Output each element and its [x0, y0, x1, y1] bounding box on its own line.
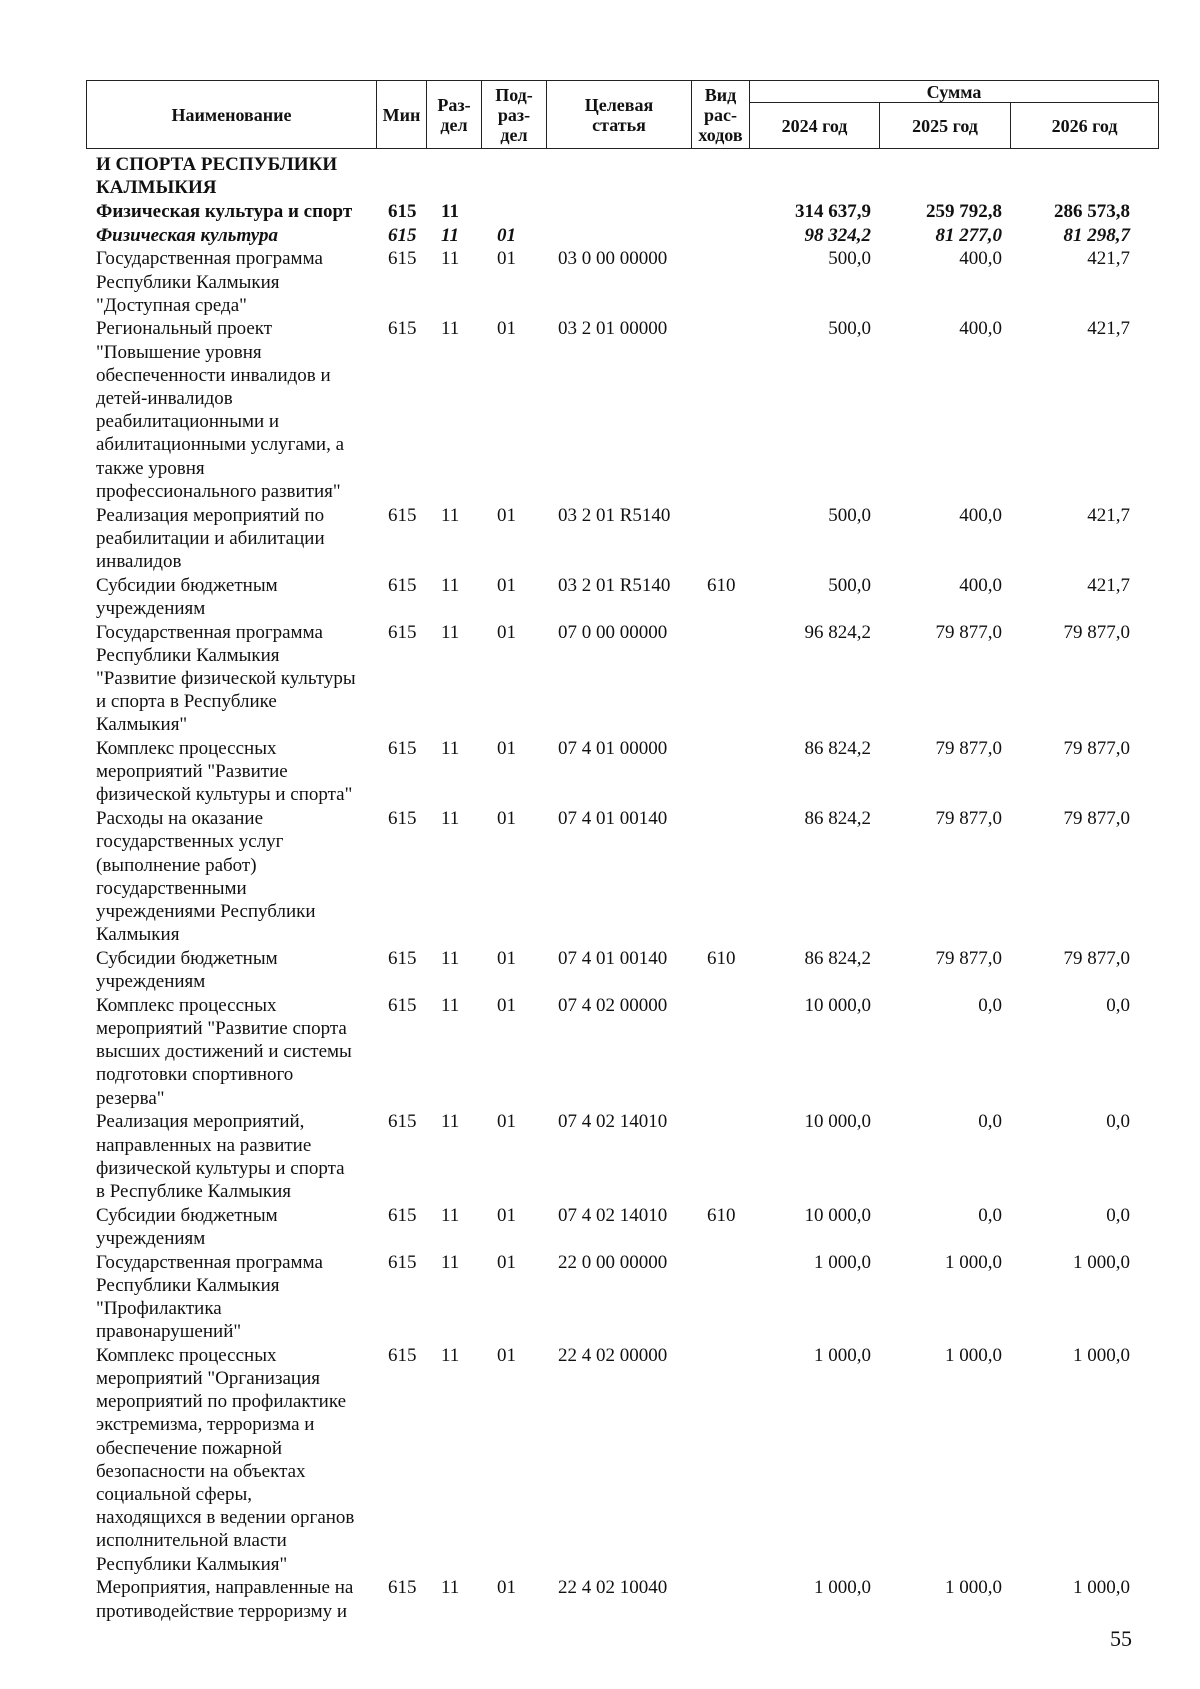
row-razdel: 11	[441, 318, 460, 340]
header-celevaya-statya	[547, 81, 692, 149]
row-name-line: направленных на развитие	[96, 1134, 312, 1156]
row-sum-2025: 0,0	[978, 1111, 1002, 1133]
row-name-line: "Развитие физической культуры	[96, 667, 356, 689]
row-name-line: правонарушений"	[96, 1321, 242, 1343]
row-podrazdel: 01	[497, 248, 516, 270]
row-min: 615	[388, 738, 417, 760]
row-sum-2026: 1 000,0	[1073, 1344, 1130, 1366]
row-name-line: и спорта в Республике	[96, 691, 277, 713]
row-sum-2025: 400,0	[959, 504, 1002, 526]
row-vid-rashodov	[691, 317, 749, 503]
row-sum-2025: 79 877,0	[935, 947, 1002, 969]
row-sum-2024: 10 000,0	[804, 1204, 871, 1226]
row-name-line: Комплекс процессных	[96, 994, 277, 1016]
row-sum-2025: 79 877,0	[935, 738, 1002, 760]
row-name-line: учреждениям	[96, 971, 206, 993]
table-row	[86, 504, 1158, 574]
row-min: 615	[388, 1251, 417, 1273]
row-sum-2026: 79 877,0	[1063, 738, 1130, 760]
row-sum-2026: 421,7	[1087, 318, 1130, 340]
row-name-line: Калмыкия	[96, 924, 180, 946]
table-row	[86, 737, 1158, 807]
row-sum-2026: 0,0	[1106, 994, 1130, 1016]
header-razdel	[427, 81, 482, 149]
row-name	[86, 504, 376, 574]
row-sum-2026: 79 877,0	[1063, 947, 1130, 969]
row-celevaya-statya: 07 4 01 00140	[558, 808, 668, 830]
row-vid-rashodov	[691, 1110, 749, 1203]
row-name-line: безопасности на объектах	[96, 1460, 306, 1482]
row-name	[86, 1251, 376, 1344]
row-min: 615	[388, 224, 417, 246]
row-name-line: Комплекс процессных	[96, 1344, 277, 1366]
row-sum-2026: 79 877,0	[1063, 621, 1130, 643]
table-row	[86, 574, 1158, 620]
row-name	[86, 947, 376, 993]
row-name-line: Республики Калмыкия	[96, 1274, 280, 1296]
row-vid-rashodov: 610	[707, 947, 736, 969]
table-row	[86, 1204, 1158, 1250]
header-vid-line: Вид	[704, 84, 737, 105]
row-name	[86, 247, 376, 317]
row-name-line: подготовки спортивного	[96, 1064, 294, 1086]
row-podrazdel: 01	[497, 947, 516, 969]
row-celevaya-statya: 07 4 02 00000	[558, 994, 668, 1016]
row-celevaya-statya: 07 4 01 00140	[558, 947, 668, 969]
row-min: 615	[388, 994, 417, 1016]
row-razdel: 11	[441, 947, 460, 969]
row-celevaya-statya: 22 4 02 10040	[558, 1577, 668, 1599]
row-sum-2025: 1 000,0	[945, 1577, 1002, 1599]
row-name-line: мероприятий по профилактике	[96, 1391, 347, 1413]
row-name	[86, 621, 376, 737]
row-celevaya-statya: 22 0 00 00000	[558, 1251, 668, 1273]
row-sum-2024: 1 000,0	[814, 1251, 871, 1273]
row-sum-2024: 86 824,2	[804, 808, 871, 830]
row-name-line: в Республике Калмыкия	[96, 1180, 292, 1202]
row-razdel: 11	[441, 200, 459, 222]
row-name-line: мероприятий "Развитие спорта	[96, 1018, 347, 1040]
row-razdel: 11	[441, 808, 460, 830]
row-podrazdel	[481, 200, 546, 223]
row-name-line: Республики Калмыкия	[96, 271, 280, 293]
row-name-line: Республики Калмыкия	[96, 644, 280, 666]
row-name	[86, 574, 376, 620]
row-min: 615	[388, 504, 417, 526]
row-sum-2025: 81 277,0	[935, 224, 1002, 246]
row-name-line: Государственная программа	[96, 621, 323, 643]
row-celevaya-statya: 03 2 01 00000	[558, 318, 668, 340]
budget-table-body	[86, 153, 1158, 1623]
row-celevaya-statya	[546, 224, 691, 247]
row-name-line: социальной сферы,	[96, 1484, 253, 1506]
header-vid-rashodov	[692, 81, 750, 149]
header-vid-line: рас-	[704, 104, 737, 125]
row-vid-rashodov	[691, 1344, 749, 1576]
table-row	[86, 994, 1158, 1110]
row-min: 615	[388, 574, 417, 596]
row-name	[86, 1204, 376, 1250]
row-sum-2026: 421,7	[1087, 248, 1130, 270]
header-celevaya-line: Целевая	[584, 94, 654, 115]
table-row	[86, 1576, 1158, 1622]
section-title-line: КАЛМЫКИЯ	[96, 177, 217, 199]
row-vid-rashodov	[691, 1576, 749, 1622]
row-sum-2025: 1 000,0	[945, 1344, 1002, 1366]
row-name	[86, 1110, 376, 1203]
row-celevaya-statya	[546, 200, 691, 223]
row-sum-2025: 79 877,0	[935, 808, 1002, 830]
header-year-2024: 2024 год	[750, 103, 880, 149]
row-name-line: противодействие терроризму и	[96, 1600, 348, 1622]
table-row	[86, 807, 1158, 946]
row-name-line: Субсидии бюджетным	[96, 1204, 278, 1226]
row-name	[86, 1576, 376, 1622]
row-min: 615	[388, 200, 417, 222]
row-sum-2026: 81 298,7	[1063, 224, 1130, 246]
row-sum-2025: 400,0	[959, 574, 1002, 596]
table-row	[86, 947, 1158, 993]
row-sum-2024: 500,0	[828, 318, 871, 340]
row-name-line: Расходы на оказание	[96, 808, 264, 830]
row-sum-2024: 314 637,9	[795, 200, 871, 222]
header-year-2025: 2025 год	[880, 103, 1011, 149]
row-name-line: исполнительной власти	[96, 1530, 287, 1552]
table-row	[86, 224, 1158, 247]
row-name-line: Физическая культура	[96, 224, 278, 246]
row-celevaya-statya: 07 0 00 00000	[558, 621, 668, 643]
row-sum-2025: 79 877,0	[935, 621, 1002, 643]
row-name-line: абилитационными услугами, а	[96, 434, 345, 456]
row-sum-2026: 421,7	[1087, 504, 1130, 526]
row-name	[86, 737, 376, 807]
row-name	[86, 1344, 376, 1576]
header-year-2026: 2026 год	[1011, 103, 1159, 149]
row-name-line: "Доступная среда"	[96, 294, 247, 316]
row-podrazdel: 01	[497, 1577, 516, 1599]
row-sum-2026: 286 573,8	[1054, 200, 1130, 222]
row-name-line: "Профилактика	[96, 1297, 222, 1319]
row-name-line: Физическая культура и спорт	[96, 200, 353, 222]
row-name-line: обеспечение пожарной	[96, 1437, 282, 1459]
header-podrazdel-line: раз-	[497, 104, 531, 125]
row-name-line: резерва"	[96, 1087, 165, 1109]
row-name-line: экстремизма, терроризма и	[96, 1414, 315, 1436]
row-sum-2026: 1 000,0	[1073, 1251, 1130, 1273]
row-razdel: 11	[441, 224, 459, 246]
section-title-cell	[86, 153, 376, 199]
row-name	[86, 200, 376, 223]
row-sum-2025: 400,0	[959, 318, 1002, 340]
row-razdel: 11	[441, 1111, 460, 1133]
row-celevaya-statya: 07 4 01 00000	[558, 738, 668, 760]
header-razdel-line: Раз-	[437, 94, 471, 115]
table-row	[86, 1251, 1158, 1344]
row-name-line: Субсидии бюджетным	[96, 947, 278, 969]
header-podrazdel	[482, 81, 547, 149]
row-vid-rashodov	[691, 994, 749, 1110]
row-sum-2026: 0,0	[1106, 1111, 1130, 1133]
row-sum-2024: 500,0	[828, 248, 871, 270]
row-podrazdel: 01	[497, 574, 516, 596]
header-podrazdel-line: Под-	[495, 84, 533, 105]
row-min: 615	[388, 248, 417, 270]
row-podrazdel: 01	[497, 224, 516, 246]
row-sum-2025: 259 792,8	[926, 200, 1002, 222]
section-title-line: И СПОРТА РЕСПУБЛИКИ	[96, 154, 338, 175]
row-vid-rashodov	[691, 621, 749, 737]
row-vid-rashodov	[691, 737, 749, 807]
row-min: 615	[388, 318, 417, 340]
row-vid-rashodov	[691, 504, 749, 574]
section-title	[86, 153, 1158, 199]
row-name-line: реабилитационными и	[96, 411, 280, 433]
row-razdel: 11	[441, 1204, 460, 1226]
row-podrazdel: 01	[497, 1344, 516, 1366]
row-vid-rashodov	[691, 1251, 749, 1344]
row-celevaya-statya: 03 2 01 R5140	[558, 504, 671, 526]
header-celevaya-line: статья	[592, 114, 646, 135]
row-celevaya-statya: 07 4 02 14010	[558, 1204, 668, 1226]
row-name	[86, 224, 376, 247]
row-podrazdel: 01	[497, 808, 516, 830]
row-name	[86, 317, 376, 503]
row-name-line: Калмыкия"	[96, 714, 188, 736]
row-sum-2025: 1 000,0	[945, 1251, 1002, 1273]
row-sum-2024: 98 324,2	[804, 224, 871, 246]
row-sum-2024: 10 000,0	[804, 994, 871, 1016]
row-sum-2024: 86 824,2	[804, 947, 871, 969]
row-min: 615	[388, 1204, 417, 1226]
table-row	[86, 247, 1158, 317]
row-name-line: государственных услуг	[96, 831, 284, 853]
row-name-line: "Повышение уровня	[96, 341, 262, 363]
row-name-line: физической культуры и спорта	[96, 1157, 345, 1179]
row-vid-rashodov: 610	[707, 574, 736, 596]
row-razdel: 11	[441, 738, 460, 760]
row-name-line: инвалидов	[96, 550, 182, 572]
row-name-line: физической культуры и спорта"	[96, 784, 353, 806]
row-razdel: 11	[441, 1344, 460, 1366]
row-celevaya-statya: 03 0 00 00000	[558, 248, 668, 270]
row-razdel: 11	[441, 574, 460, 596]
row-podrazdel: 01	[497, 504, 516, 526]
row-podrazdel: 01	[497, 318, 516, 340]
row-sum-2025: 0,0	[978, 1204, 1002, 1226]
row-name-line: Реализация мероприятий по	[96, 504, 325, 526]
header-min: Мин	[377, 81, 427, 149]
row-min: 615	[388, 621, 417, 643]
row-razdel: 11	[441, 504, 460, 526]
row-name-line: государственными	[96, 877, 247, 899]
row-sum-2026: 421,7	[1087, 574, 1130, 596]
row-sum-2024: 1 000,0	[814, 1344, 871, 1366]
row-sum-2024: 1 000,0	[814, 1577, 871, 1599]
row-celevaya-statya: 22 4 02 00000	[558, 1344, 668, 1366]
row-name-line: высших достижений и системы	[96, 1041, 352, 1063]
row-vid-rashodov	[691, 200, 749, 223]
row-name-line: мероприятий "Развитие	[96, 761, 288, 783]
table-row	[86, 317, 1158, 503]
row-name-line: мероприятий "Организация	[96, 1368, 320, 1390]
row-name-line: Региональный проект	[96, 318, 273, 340]
row-name-line: Мероприятия, направленные на	[96, 1577, 354, 1599]
row-name-line: учреждениям	[96, 597, 206, 619]
table-row	[86, 200, 1158, 223]
row-name-line: находящихся в ведении органов	[96, 1507, 355, 1529]
row-podrazdel: 01	[497, 994, 516, 1016]
row-sum-2026: 1 000,0	[1073, 1577, 1130, 1599]
row-min: 615	[388, 1344, 417, 1366]
table-row	[86, 1110, 1158, 1203]
row-podrazdel: 01	[497, 1204, 516, 1226]
row-razdel: 11	[441, 621, 460, 643]
row-vid-rashodov	[691, 224, 749, 247]
row-name-line: Государственная программа	[96, 248, 323, 270]
row-name-line: Субсидии бюджетным	[96, 574, 278, 596]
row-min: 615	[388, 947, 417, 969]
row-razdel: 11	[441, 994, 460, 1016]
header-razdel-line: дел	[440, 114, 468, 135]
row-razdel: 11	[441, 248, 460, 270]
row-podrazdel: 01	[497, 1251, 516, 1273]
row-name-line: реабилитации и абилитации	[96, 527, 325, 549]
row-vid-rashodov: 610	[707, 1204, 736, 1226]
table-row	[86, 1344, 1158, 1576]
header-podrazdel-line: дел	[500, 124, 528, 145]
row-podrazdel: 01	[497, 738, 516, 760]
row-sum-2025: 0,0	[978, 994, 1002, 1016]
header-vid-line: ходов	[698, 124, 743, 145]
header-summa: Сумма	[750, 81, 1159, 103]
row-min: 615	[388, 808, 417, 830]
row-razdel: 11	[441, 1577, 460, 1599]
page-number: 55	[1110, 1626, 1132, 1651]
row-sum-2024: 96 824,2	[804, 621, 871, 643]
row-razdel: 11	[441, 1251, 460, 1273]
row-sum-2026: 79 877,0	[1063, 808, 1130, 830]
row-celevaya-statya: 07 4 02 14010	[558, 1111, 668, 1133]
row-celevaya-statya: 03 2 01 R5140	[558, 574, 671, 596]
row-name-line: учреждениям	[96, 1227, 206, 1249]
row-vid-rashodov	[691, 247, 749, 317]
row-name-line: также уровня	[96, 457, 205, 479]
row-name-line: учреждениями Республики	[96, 901, 316, 922]
row-podrazdel: 01	[497, 621, 516, 643]
row-sum-2025: 400,0	[959, 248, 1002, 270]
row-name-line: Республики Калмыкия"	[96, 1553, 288, 1575]
row-name-line: Комплекс процессных	[96, 738, 277, 760]
row-vid-rashodov	[691, 807, 749, 946]
row-sum-2024: 500,0	[828, 574, 871, 596]
row-sum-2024: 500,0	[828, 504, 871, 526]
row-name-line: Реализация мероприятий,	[96, 1111, 305, 1133]
row-min: 615	[388, 1111, 417, 1133]
row-name-line: Государственная программа	[96, 1251, 323, 1273]
row-sum-2024: 86 824,2	[804, 738, 871, 760]
row-name	[86, 994, 376, 1110]
table-row	[86, 621, 1158, 737]
row-sum-2026: 0,0	[1106, 1204, 1130, 1226]
header-name: Наименование	[87, 81, 377, 149]
budget-table-header	[86, 80, 1159, 149]
row-name-line: обеспеченности инвалидов и	[96, 364, 331, 386]
row-podrazdel: 01	[497, 1111, 516, 1133]
row-name	[86, 807, 376, 946]
row-sum-2024: 10 000,0	[804, 1111, 871, 1133]
row-min: 615	[388, 1577, 417, 1599]
row-name-line: профессионального развития"	[96, 480, 341, 502]
row-name-line: детей-инвалидов	[96, 388, 233, 410]
row-name-line: (выполнение работ)	[96, 854, 257, 876]
